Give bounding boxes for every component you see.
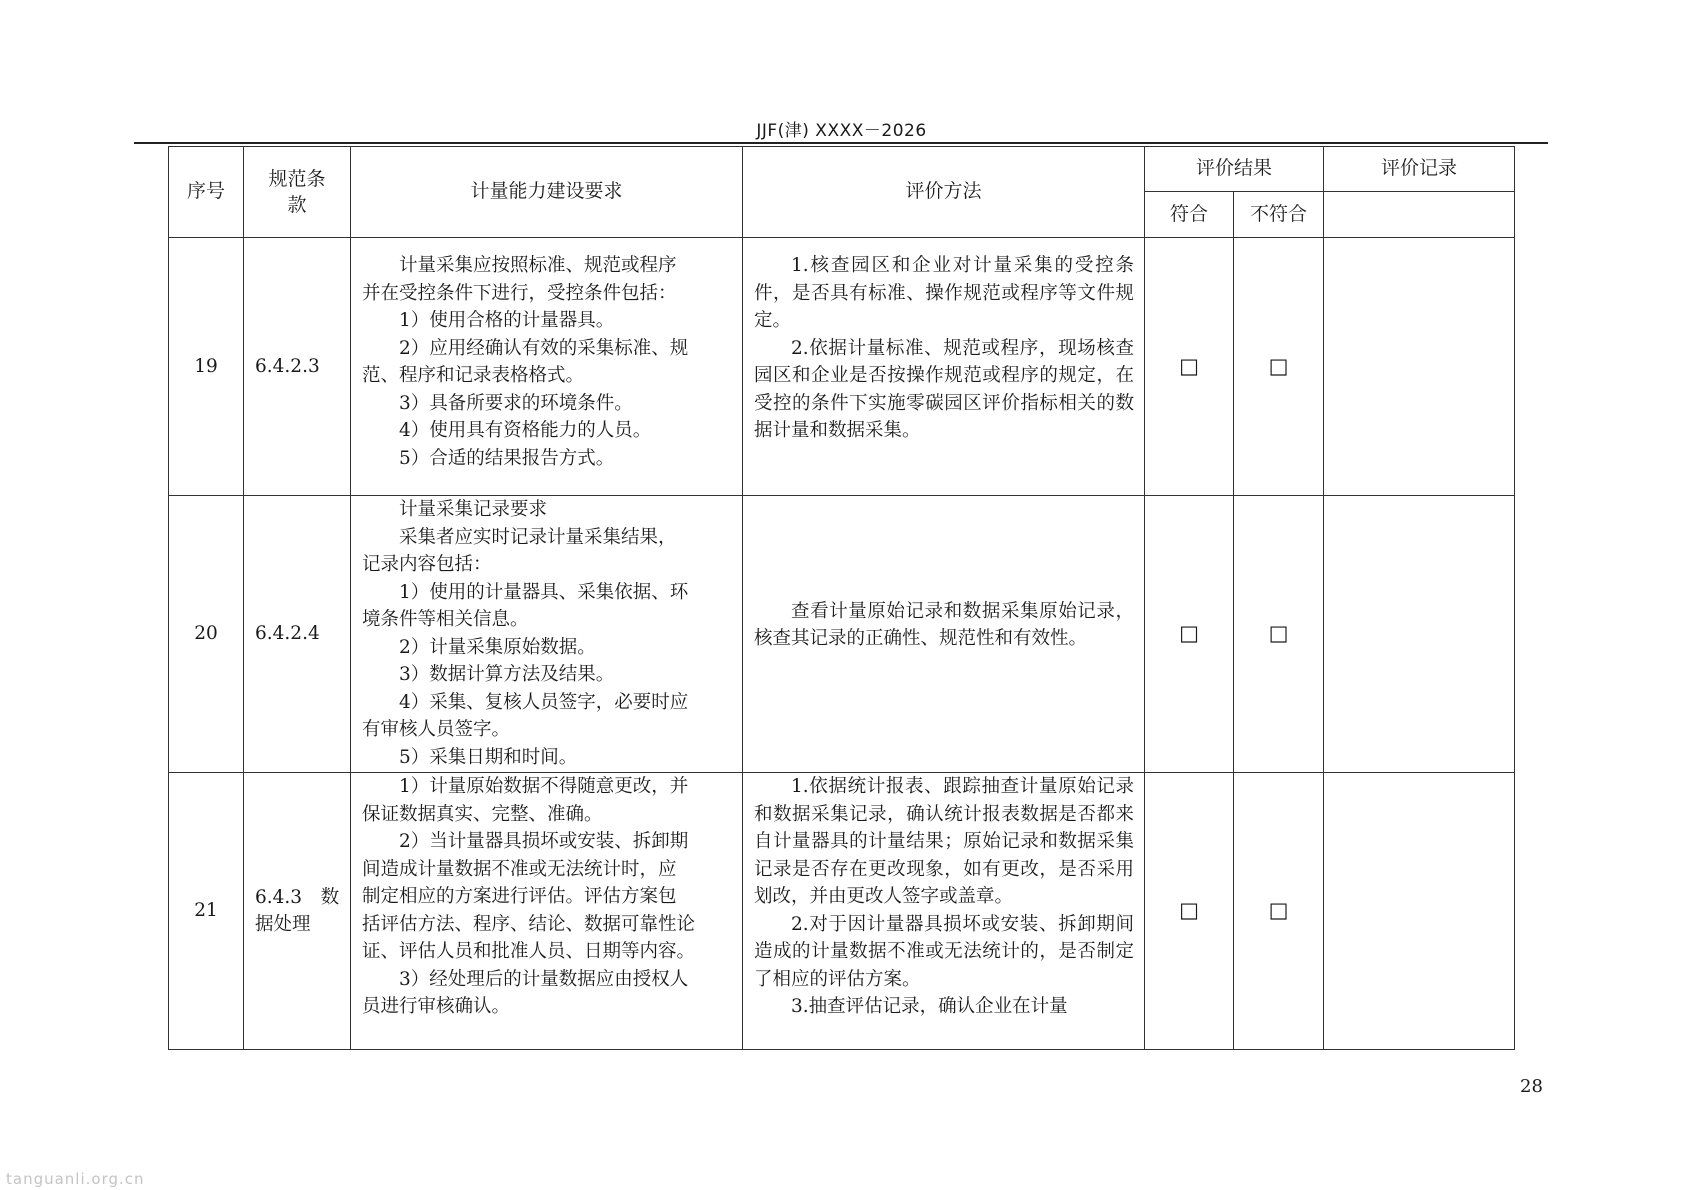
table-row [169, 773, 1515, 1050]
method-paragraph: 1.依据统计报表、跟踪抽查计量原始记录和数据采集记录，确认统计报表数据是否都来自计量器具的计量结果；原始记录和数据采集记录是否存在更改现象，如有更改，是否采用划改，并由更改人签字或盖章。 [754, 776, 1134, 907]
header-record-blank [1324, 192, 1515, 238]
requirement-line: 有审核人员签字。 [362, 719, 511, 740]
row-requirement [351, 773, 743, 1050]
header-method: 评价方法 [743, 147, 1145, 238]
record-cell[interactable] [1324, 496, 1515, 773]
row-clause: 6.4.3 数据处理 [244, 773, 351, 1050]
row-requirement [351, 238, 743, 496]
header-seq: 序号 [169, 147, 244, 238]
requirement-line: 2）应用经确认有效的采集标准、规 [399, 337, 689, 359]
method-paragraph: 查看计量原始记录和数据采集原始记录，核查其记录的正确性、规范性和有效性。 [754, 600, 1134, 649]
requirement-line: 员进行审核确认。 [362, 996, 511, 1017]
method-paragraph: 2.对于因计量器具损坏或安装、拆卸期间造成的计量数据不准或无法统计的，是否制定了相应的评估方案。 [754, 913, 1134, 990]
header-requirement: 计量能力建设要求 [351, 147, 743, 238]
conform-checkbox[interactable]: □ [1145, 773, 1234, 1050]
method-paragraph: 3.抽查评估记录，确认企业在计量 [791, 996, 1068, 1017]
header-conform: 符合 [1145, 192, 1234, 238]
nonconform-checkbox[interactable]: □ [1234, 238, 1324, 496]
nonconform-checkbox[interactable]: □ [1234, 773, 1324, 1050]
conform-checkbox[interactable]: □ [1145, 238, 1234, 496]
row-method [743, 238, 1145, 496]
requirement-line: 证、评估人员和批准人员、日期等内容。 [362, 941, 696, 962]
requirement-line: 括评估方法、程序、结论、数据可靠性论 [362, 913, 696, 935]
record-cell[interactable] [1324, 773, 1515, 1050]
header-nonconform: 不符合 [1234, 192, 1324, 238]
table-row [169, 238, 1515, 496]
table-row [169, 496, 1515, 773]
requirement-line: 3）具备所要求的环境条件。 [399, 392, 633, 414]
row-clause: 6.4.2.4 [244, 496, 351, 773]
requirement-line: 范、程序和记录表格格式。 [362, 365, 585, 386]
requirement-line: 1）计量原始数据不得随意更改，并 [399, 776, 689, 797]
requirement-line: 1）使用的计量器具、采集依据、环 [399, 581, 689, 603]
header-record: 评价记录 [1324, 147, 1515, 192]
header-clause-text: 规范条款 [268, 168, 326, 216]
requirement-line: 3）数据计算方法及结果。 [399, 664, 615, 685]
row-method [743, 773, 1145, 1050]
requirement-line: 保证数据真实、完整、准确。 [362, 803, 603, 825]
evaluation-table [168, 146, 1515, 1050]
header-clause [244, 147, 351, 238]
requirement-line: 记录内容包括： [362, 554, 492, 575]
requirement-line: 4）采集、复核人员签字，必要时应 [399, 691, 689, 713]
requirement-line: 制定相应的方案进行评估。评估方案包 [362, 886, 677, 907]
method-clip [754, 773, 1134, 1049]
requirement-line: 2）计量采集原始数据。 [399, 636, 596, 658]
method-paragraph: 2.依据计量标准、规范或程序，现场核查园区和企业是否按操作规范或程序的规定，在受控的条件下实施零碳园区评价指标相关的数据计量和数据采集。 [754, 337, 1134, 441]
row-requirement [351, 496, 743, 773]
requirement-line: 2）当计量器具损坏或安装、拆卸期 [399, 831, 689, 852]
requirement-line: 3）经处理后的计量数据应由授权人 [399, 968, 689, 990]
record-cell[interactable] [1324, 238, 1515, 496]
requirement-line: 间造成计量数据不准或无法统计时，应 [362, 858, 677, 880]
requirement-line: 5）合适的结果报告方式。 [399, 447, 615, 469]
row-seq: 21 [169, 773, 244, 1050]
header-row-1 [169, 147, 1515, 192]
requirement-line: 采集者应实时记录计量采集结果， [399, 526, 677, 548]
conform-checkbox[interactable]: □ [1145, 496, 1234, 773]
method-paragraph: 1.核查园区和企业对计量采集的受控条件，是否具有标准、操作规范或程序等文件规定。 [754, 255, 1134, 331]
watermark: tanguanli.org.cn [6, 1170, 145, 1188]
row-seq: 19 [169, 238, 244, 496]
requirement-line: 5）采集日期和时间。 [399, 746, 578, 768]
document-header-code: JJF(津) XXXX－2026 [756, 121, 927, 141]
header-result: 评价结果 [1145, 147, 1324, 192]
requirement-line: 计量采集应按照标准、规范或程序 [399, 255, 677, 276]
requirement-line: 1）使用合格的计量器具。 [399, 310, 615, 331]
nonconform-checkbox[interactable]: □ [1234, 496, 1324, 773]
row-clause: 6.4.2.3 [244, 238, 351, 496]
page-number: 28 [1520, 1076, 1543, 1097]
row-method [743, 496, 1145, 773]
requirement-line: 4）使用具有资格能力的人员。 [399, 420, 652, 441]
header-rule [134, 142, 1548, 144]
row-seq: 20 [169, 496, 244, 773]
requirement-line: 境条件等相关信息。 [362, 609, 529, 630]
requirement-line: 计量采集记录要求 [399, 499, 548, 520]
requirement-line: 并在受控条件下进行，受控条件包括： [362, 282, 677, 304]
